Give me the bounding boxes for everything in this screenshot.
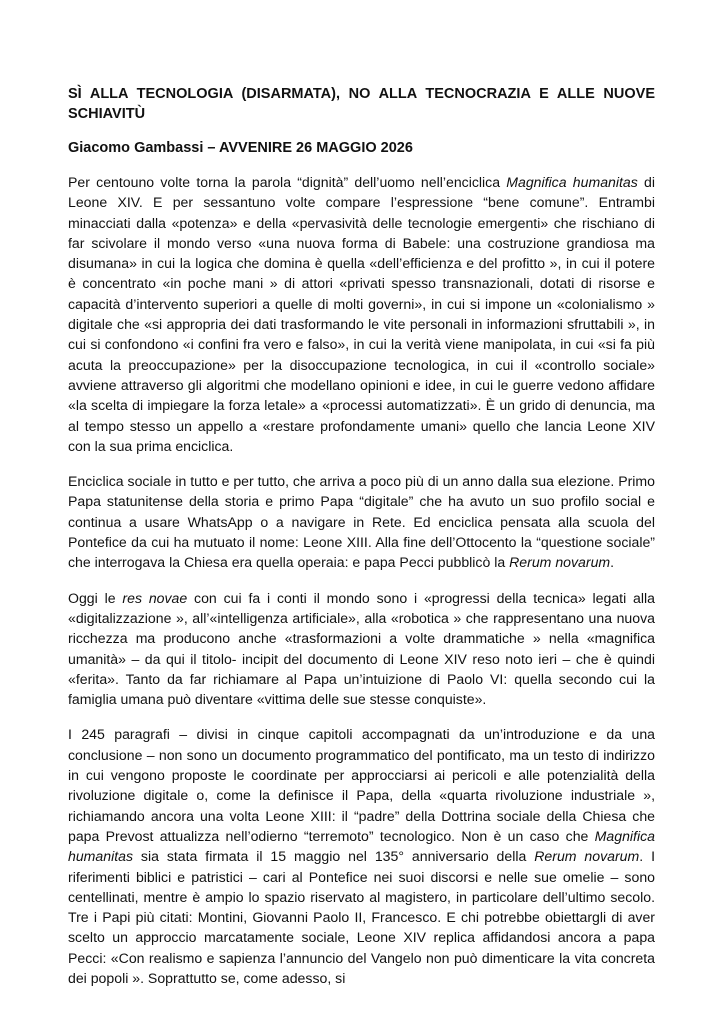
italic-text-segment: Magnifica humanitas (68, 827, 655, 865)
italic-text-segment: Rerum novarum (534, 848, 640, 865)
text-segment: . I riferimenti biblici e patristici – cari al Pontefice nei suoi discorsi e nelle sue omelie – sono centellinati, mentre è ampio lo spazio riservato al magistero, in particolare dell’ultimo secolo. Tre i Papi più citati: Montini, Giovanni Paolo II, Francesco. E chi potrebbe obiettargli di aver scelto un approccio marcatamente sociale, Leone XIV replica affidandosi ancora a papa Pecci: «Con realismo e sapienza l’annuncio del Vangelo non può dimenticare la vita concreta dei popoli ». Soprattutto se, come adesso, si (68, 848, 655, 986)
text-segment: I 245 paragrafi – divisi in cinque capitoli accompagnati da un’introduzione e da una conclusione – non sono un documento programmatico del pontificato, ma un testo di indirizzo in cui vengono proposte le coordinate per approcciarsi ai pericoli e alle potenzialità della rivoluzione digitale o, come la definisce il Papa, della «quarta rivoluzione industriale », richiamando ancora una volta Leone XIII: il “padre” della Dottrina sociale della Chiesa che papa Prevost attualizza nell’odierno “terremoto” tecnologico. Non è un caso che (68, 726, 655, 844)
article-body (68, 172, 655, 988)
text-segment: Per centouno volte torna la parola “dignità” dell’uomo nell’enciclica (68, 174, 507, 190)
article-paragraph (68, 724, 655, 988)
italic-text-segment: Magnifica humanitas (506, 174, 638, 190)
text-segment: di Leone XIV. E per sessantuno volte compare l’espressione “bene comune”. Entrambi minacciati dalla «potenza» e della «pervasività delle tecnologie emergenti» che rischiano di far scivolare il mondo verso «una nuova forma di Babele: una costruzione grandiosa ma disumana» in cui la logica che domina è quella «dell’efficienza e del profitto », in cui il potere è concentrato «in poche mani » di attori «privati spesso transnazionali, dotati di risorse e capacità d’intervento superiori a quelle di molti governi», in cui si impone un «colonialismo » digitale che «si appropria dei dati trasformando le vite personali in informazioni sfruttabili », in cui si confondono «i confini fra vero e falso», in cui la verità viene manipolata, in cui «si fa più acuta la preoccupazione» per la disoccupazione tecnologica, in cui il «controllo sociale» avviene attraverso gli algoritmi che modellano opinioni e idee, in cui le guerre vedono affidare «la scelta di impiegare la forza letale» a «processi automatizzati». È un grido di denuncia, ma al tempo stesso un appello a «restare profondamente umani» quello che lancia Leone XIV con la sua prima enciclica. (68, 174, 655, 454)
text-segment: Oggi le (68, 589, 123, 606)
article-paragraph (68, 172, 655, 456)
article-paragraph (68, 471, 655, 572)
text-segment: Enciclica sociale in tutto e per tutto, che arriva a poco più di un anno dalla sua elezione. Primo Papa statunitense della storia e primo Papa “digitale” che ha avuto un suo profilo social e continua a usare WhatsApp o a navigare in Rete. Ed enciclica pensata alla scuola del Pontefice da cui ha mutuato il nome: Leone XIII. Alla fine dell’Ottocento la “questione sociale” che interrogava la Chiesa era quella operaia: e papa Pecci pubblicò la (68, 473, 655, 571)
italic-text-segment: res novae (122, 589, 188, 606)
article-paragraph (68, 588, 655, 710)
italic-text-segment: Rerum novarum (509, 554, 611, 571)
text-segment: sia stata firmata il 15 maggio nel 135° anniversario della (133, 848, 535, 865)
text-segment: con cui fa i conti il mondo sono i «progressi della tecnica» legati alla «digitalizzazione », all’«intelligenza artificiale», alla «robotica » che rappresentano una nuova ricchezza ma producono anche «trasformazioni a volte drammatiche » nella «magnifica umanità» – da qui il titolo- incipit del documento di Leone XIV reso noto ieri – che è quindi «ferita». Tanto da far richiamare al Papa un’intuizione di Paolo VI: quella secondo cui la famiglia umana può diventare «vittima delle sue stesse conquiste». (68, 589, 655, 708)
text-segment: . (610, 554, 615, 571)
article-title: SÌ ALLA TECNOLOGIA (DISARMATA), NO ALLA TECNOCRAZIA E ALLE NUOVE SCHIAVITÙ (68, 86, 655, 122)
document-page (68, 84, 655, 1003)
article-byline: Giacomo Gambassi – AVVENIRE 26 MAGGIO 2026 (68, 140, 413, 156)
